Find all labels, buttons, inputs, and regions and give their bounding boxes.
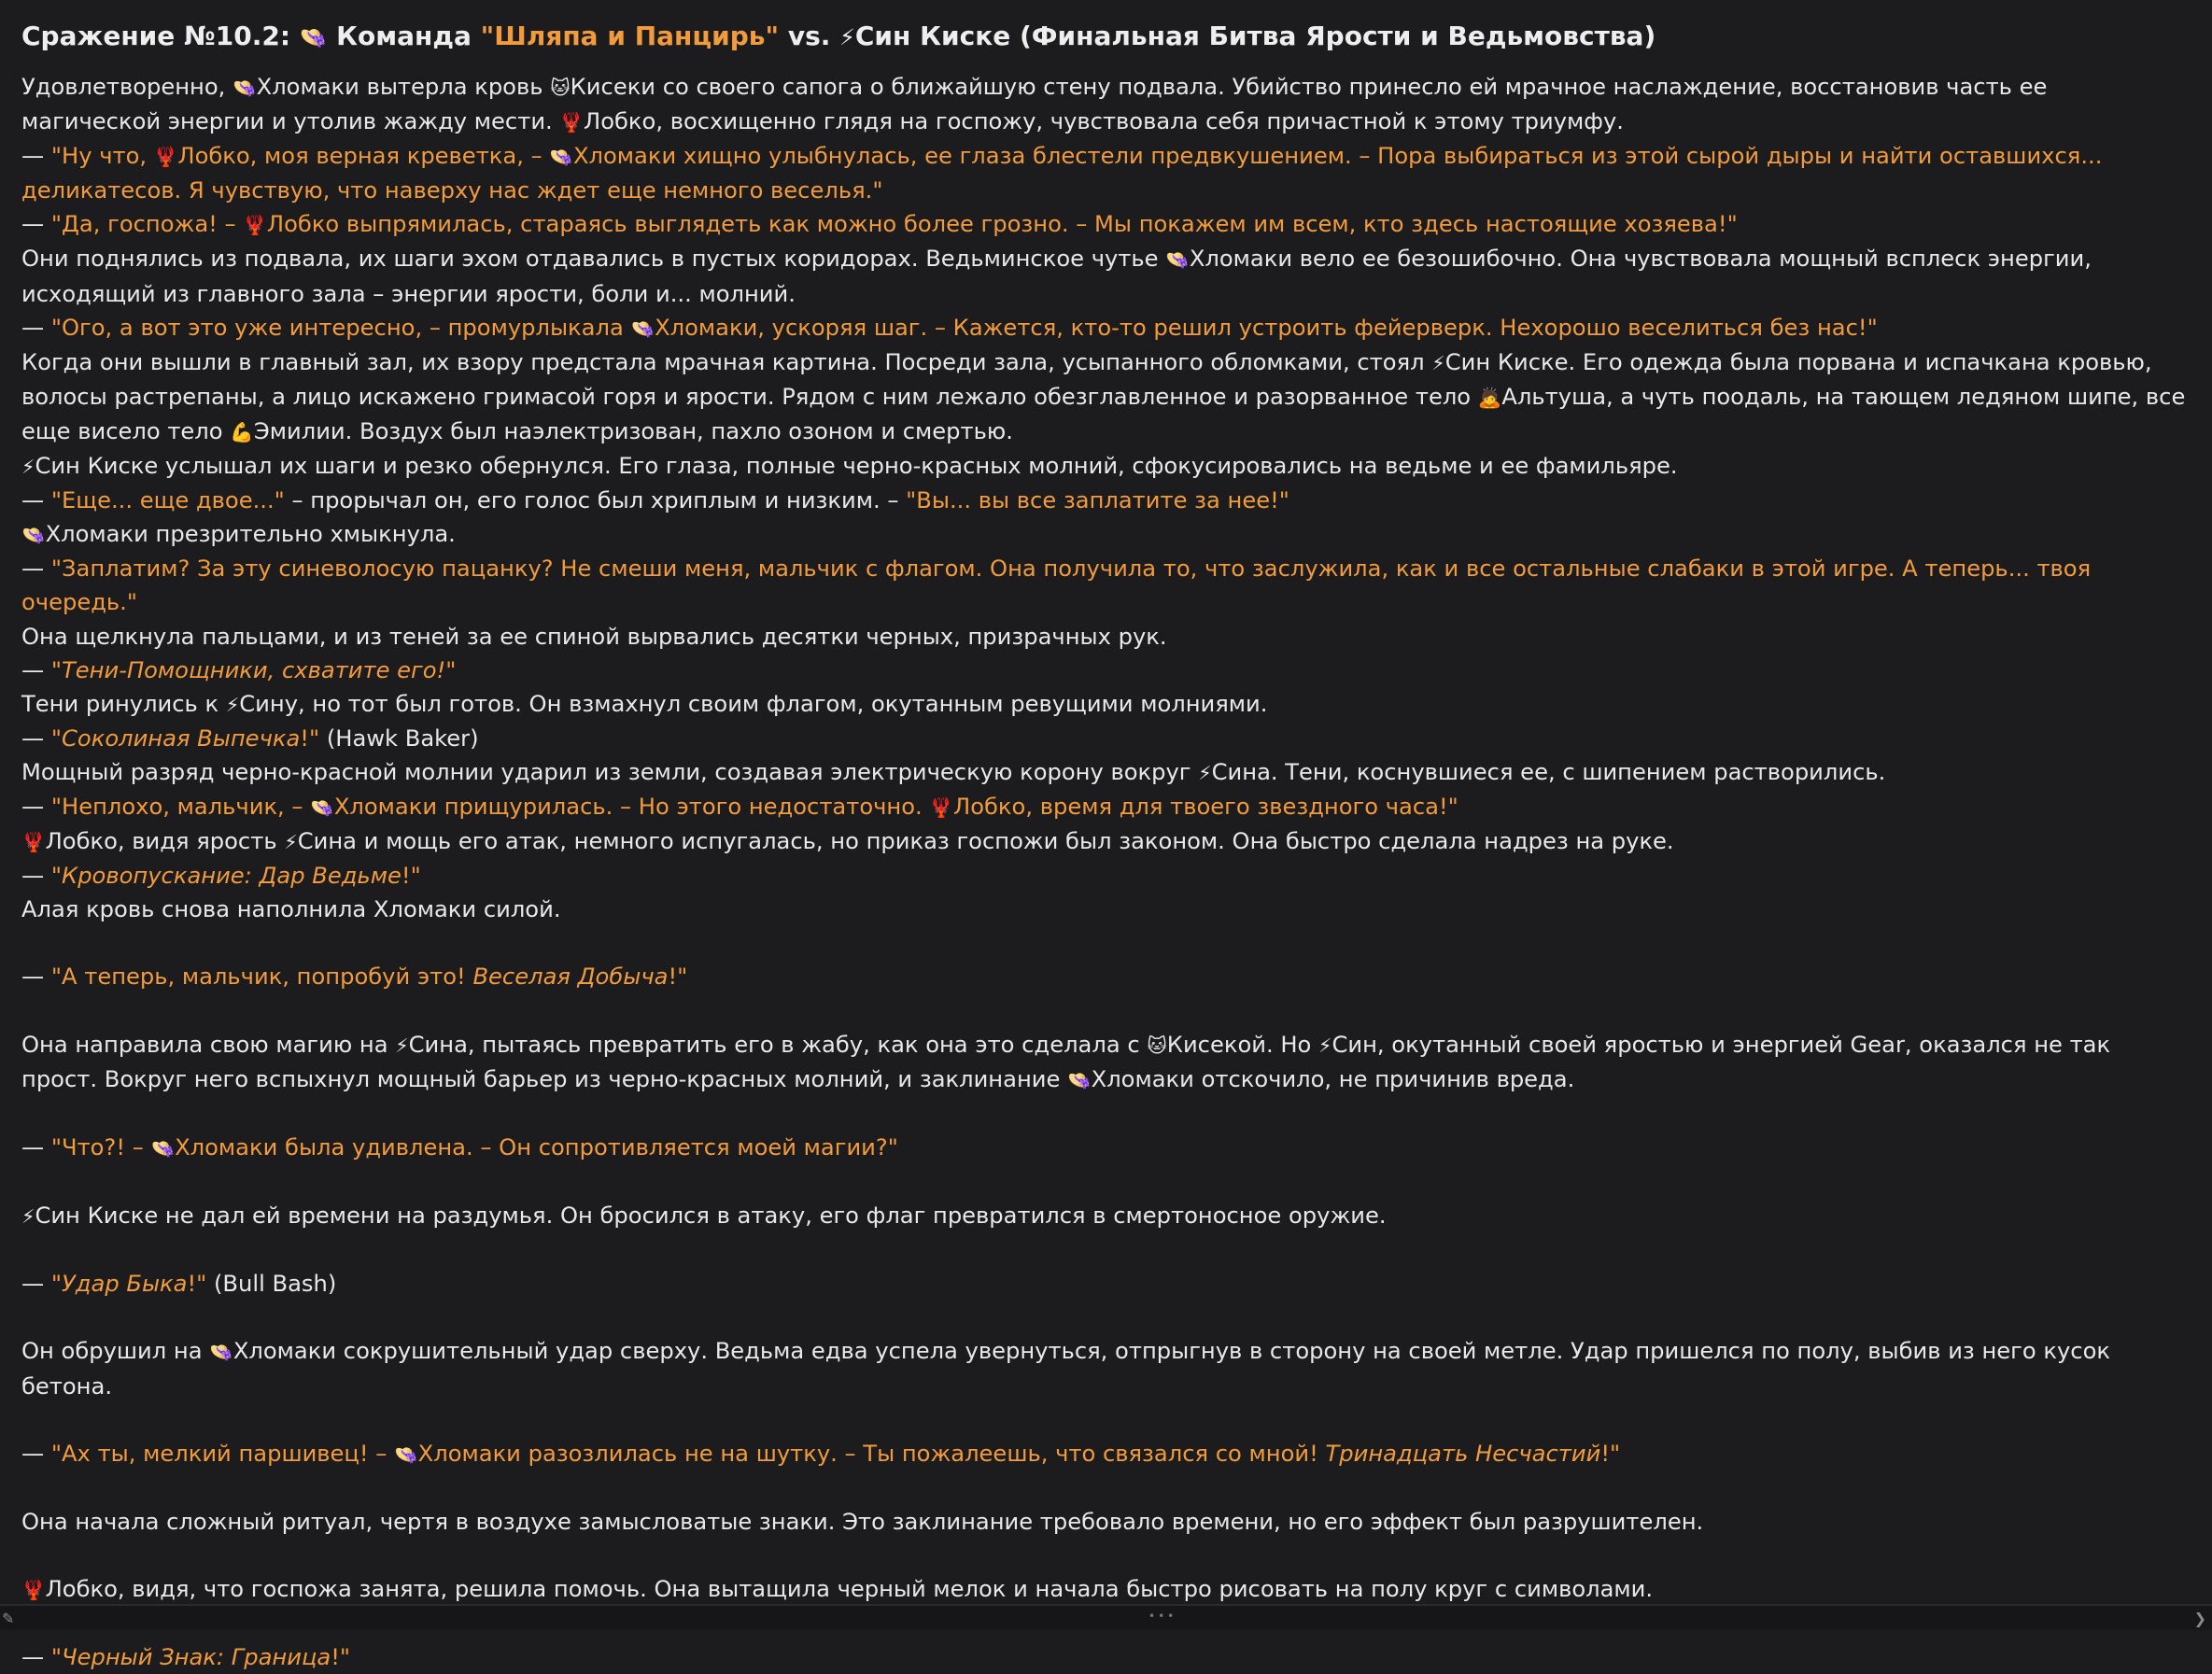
man-icon: 🙇: [1477, 386, 1502, 409]
paragraph: Они поднялись из подвала, их шаги эхом отдавались в пустых коридорах. Ведьминское чутье 👒Хломаки вело ее безошибочно. Она чувствовала мощный всплеск энергии, исходящий из главного зала – энергии ярости, боли и... молний.: [21, 246, 2092, 307]
scroll-indicator-icon[interactable]: •••: [1148, 1610, 1177, 1623]
dialogue-line: — "Черный Знак: Граница!": [21, 1644, 351, 1671]
paragraph: Она начала сложный ритуал, чертя в воздухе замысловатые знаки. Это заклинание требовало времени, но его эффект был разрушителен.: [21, 1508, 1704, 1535]
lobster-icon: 🦞: [243, 214, 267, 237]
lightning-icon: ⚡: [21, 456, 35, 479]
battle-title: Сражение №10.2: 👒 Команда "Шляпа и Панцирь" vs. ⚡Син Киске (Финальная Битва Ярости и Ведьмовства): [21, 21, 1656, 51]
lightning-icon: ⚡: [284, 831, 298, 854]
lobster-icon: 🦞: [929, 795, 954, 819]
lightning-icon: ⚡: [21, 1205, 35, 1229]
witch-hat-icon: 👒: [1165, 248, 1190, 272]
paragraph: Тени ринулись к ⚡Сину, но тот был готов. Он взмахнул своим флагом, окутанным ревущими молниями.: [21, 690, 1268, 717]
lobster-icon: 🦞: [21, 831, 46, 854]
witch-hat-icon: 👒: [232, 77, 257, 99]
lobster-icon: 🦞: [559, 111, 585, 134]
dialogue-line: — "Ах ты, мелкий паршивец! – 👒Хломаки разозлилась не на шутку. – Ты пожалеешь, что связался со мной! Тринадцать Несчастий!": [21, 1440, 1621, 1467]
lightning-icon: ⚡: [1198, 761, 1212, 784]
paragraph: 🦞Лобко, видя, что госпожа занята, решила помочь. Она вытащила черный мелок и начала быстро рисовать на полу круг с символами.: [21, 1576, 1654, 1603]
paragraph: Когда они вышли в главный зал, их взору предстала мрачная картина. Посреди зала, усыпанного обломками, стоял ⚡Син Киске. Его одежда была порвана и испачкана кровью, волосы растрепаны, а лицо искажено гримасой горя и ярости. Рядом с ним лежало обезглавленное и разорванное тело 🙇Альтуша, а чуть поодаль, на тающем ледяном шипе, все еще висело тело 💪Эмилии. Воздух был наэлектризован, пахло озоном и смертью.: [21, 348, 2186, 444]
lightning-icon: ⚡: [1431, 351, 1445, 374]
witch-hat-icon: 👒: [630, 317, 655, 340]
witch-hat-icon: 👒: [1067, 1068, 1092, 1091]
lightning-icon: ⚡: [395, 1034, 409, 1057]
dialogue-line: — "Кровопускание: Дар Ведьме!": [21, 863, 421, 890]
witch-hat-icon: 👒: [549, 146, 573, 169]
paragraph: Она направила свою магию на ⚡Сина, пытаясь превратить его в жабу, как она это сделала с 🐱Кисекой. Но ⚡Син, окутанный своей яростью и энергией Gear, оказался не так прост. Вокруг него вспыхнул мощный барьер из черно-красных молний, и заклинание 👒Хломаки отскочило, не причинив вреда.: [21, 1031, 2111, 1092]
muscle-icon: 💪: [230, 420, 254, 443]
lightning-icon: ⚡: [225, 693, 240, 716]
paragraph: Мощный разряд черно-красной молнии ударил из земли, создавая электрическую корону вокруг ⚡Сина. Тени, коснувшиеся ее, с шипением растворились.: [21, 758, 1886, 785]
witch-hat-icon: 👒: [21, 524, 46, 547]
paragraph: 👒Хломаки презрительно хмыкнула.: [21, 521, 456, 548]
paragraph: Алая кровь снова наполнила Хломаки силой.: [21, 896, 561, 923]
paragraph: ⚡Син Киске не дал ей времени на раздумья. Он бросился в атаку, его флаг превратился в смертоносное оружие.: [21, 1203, 1387, 1230]
paragraph: Он обрушил на 👒Хломаки сокрушительный удар сверху. Ведьма едва успела увернуться, отпрыгнув в сторону на своей метле. Удар пришелся по полу, выбив из него кусок бетона.: [21, 1338, 2110, 1400]
paragraph: Она щелкнула пальцами, и из теней за ее спиной вырвались десятки черных, призрачных рук.: [21, 623, 1167, 650]
dialogue-line: — "Ну что, 🦞Лобко, моя верная креветка, – 👒Хломаки хищно улыбнулась, ее глаза блестели предвкушением. – Пора выбираться из этой сырой дыры и найти оставшихся... деликатесов. Я чувствую, что наверху нас ждет еще немного веселья.": [21, 143, 2103, 204]
lightning-icon: ⚡: [839, 24, 855, 50]
dialogue-line: — "Заплатим? За эту синеволосую пацанку? Не смеши меня, мальчик с флагом. Она получила то, что заслужила, как и все остальные слабаки в этой игре. А теперь... твоя очередь.": [21, 556, 2092, 616]
cat-icon: 🐱: [1147, 1034, 1167, 1057]
dialogue-line: — "Неплохо, мальчик, – 👒Хломаки прищурилась. – Но этого недостаточно. 🦞Лобко, время для твоего звездного часа!": [21, 793, 1458, 820]
dialogue-line: — "Да, госпожа! – 🦞Лобко выпрямилась, стараясь выглядеть как можно более грозно. – Мы покажем им всем, кто здесь настоящие хозяева!": [21, 211, 1738, 238]
witch-hat-icon: 👒: [209, 1341, 233, 1364]
paragraph: 🦞Лобко, видя ярость ⚡Сина и мощь его атак, немного испугалась, но приказ госпожи был законом. Она быстро сделала надрез на руке.: [21, 828, 1674, 855]
witch-hat-icon: 👒: [150, 1136, 176, 1160]
dialogue-line: — "Тени-Помощники, схватите его!": [21, 656, 457, 683]
paragraph: Удовлетворенно, 👒Хломаки вытерла кровь 🐱Кисеки со своего сапога о ближайшую стену подвала. Убийство принесло ей мрачное наслаждение, восстановив часть ее магической энергии и утолив жажду мести. 🦞Лобко, восхищенно глядя на госпожу, чувствовала себя причастной к этому триумфу.: [21, 74, 2048, 135]
dialogue-line: — "Что?! – 👒Хломаки была удивлена. – Он сопротивляется моей магии?": [21, 1133, 898, 1161]
chevron-icon[interactable]: ❯: [2193, 1610, 2206, 1627]
cat-icon: 🐱: [550, 77, 571, 99]
team-name: "Шляпа и Панцирь": [480, 21, 780, 51]
dialogue-line: — "Удар Быка!" (Bull Bash): [21, 1271, 337, 1298]
dialogue-line: — "Соколиная Выпечка!" (Hawk Baker): [21, 724, 479, 752]
witch-hat-icon: 👒: [299, 24, 328, 50]
lobster-icon: 🦞: [21, 1579, 46, 1602]
paragraph: ⚡Син Киске услышал их шаги и резко обернулся. Его глаза, полные черно-красных молний, сфокусировались на ведьме и ее фамильяре.: [21, 453, 1678, 480]
story-text: [21, 13, 2192, 1674]
lobster-icon: 🦞: [153, 146, 178, 169]
witch-hat-icon: 👒: [310, 795, 334, 819]
bottom-toolbar: [0, 1604, 2212, 1630]
dialogue-line: — "Еще... еще двое..." – прорычал он, его голос был хриплым и низким. – "Вы... вы все заплатите за нее!": [21, 487, 1289, 514]
dialogue-line: — "Ого, а вот это уже интересно, – промурлыкала 👒Хломаки, ускоряя шаг. – Кажется, кто-то решил устроить фейерверк. Нехорошо веселиться без нас!": [21, 314, 1878, 341]
dialogue-line: — "А теперь, мальчик, попробуй это! Веселая Добыча!": [21, 964, 688, 991]
lightning-icon: ⚡: [1318, 1034, 1332, 1057]
edit-pencil-icon[interactable]: ✎: [2, 1610, 15, 1627]
witch-hat-icon: 👒: [394, 1442, 418, 1466]
